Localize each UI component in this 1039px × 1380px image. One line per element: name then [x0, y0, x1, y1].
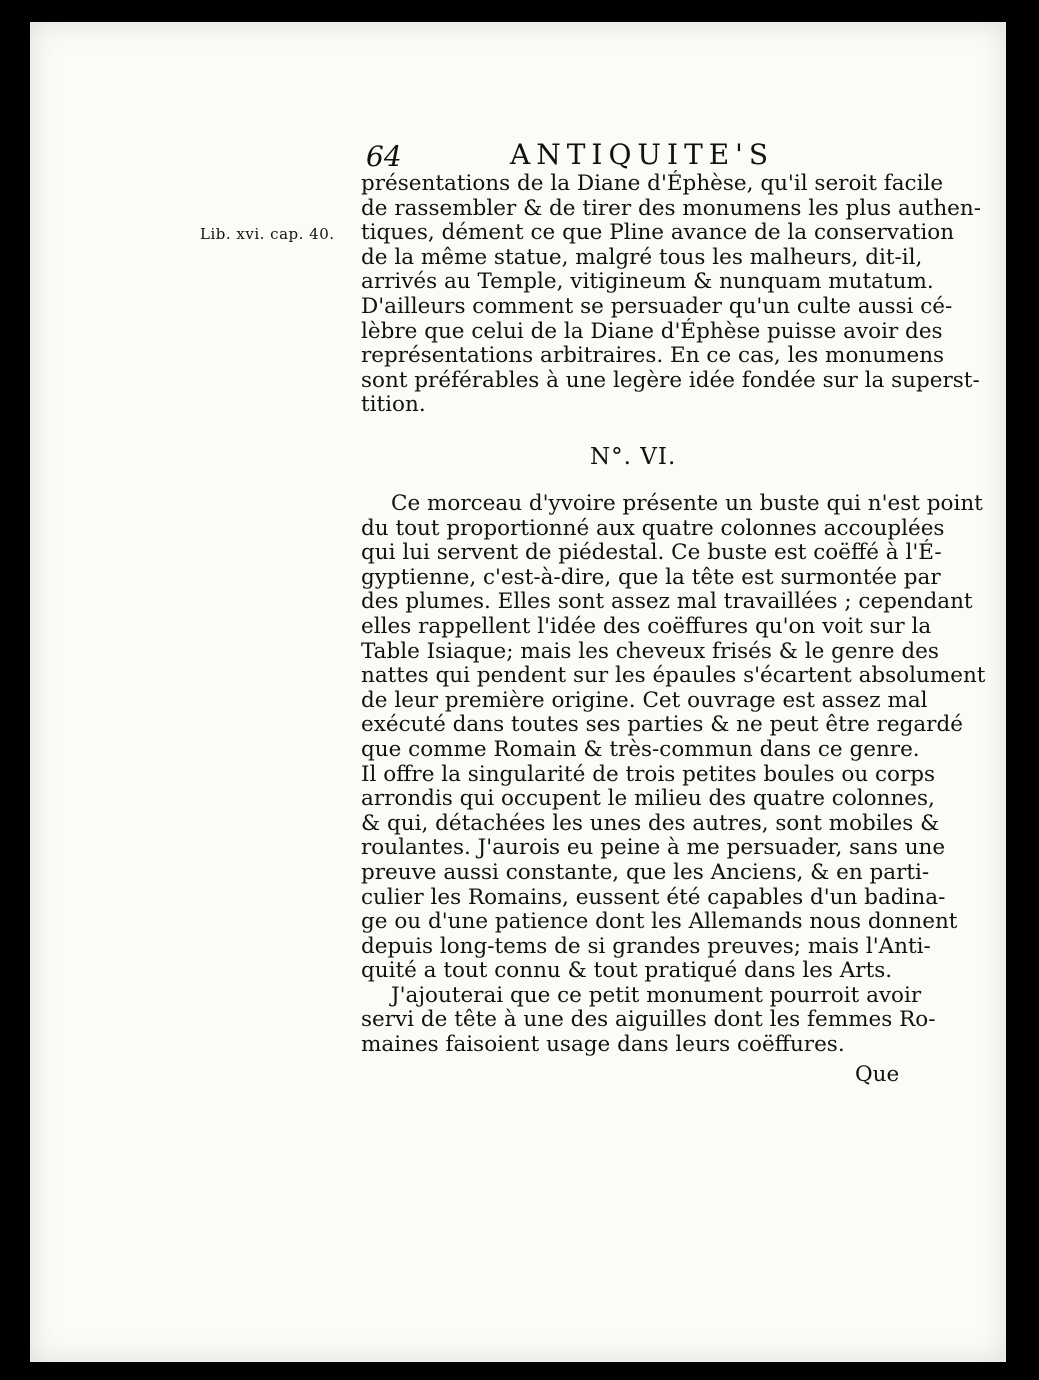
text-line: sont préférables à une legère idée fondée sur la superst-	[361, 367, 980, 393]
text-line: de la même statue, malgré tous les malheurs, dit-il,	[361, 244, 923, 270]
text-line: Il offre la singularité de trois petites boules ou corps	[361, 761, 936, 787]
text-line: J'ajouterai que ce petit monument pourroit avoir	[391, 982, 922, 1008]
text-line: arrondis qui occupent le milieu des quatre colonnes,	[361, 786, 935, 812]
text-line: que comme Romain & très-commun dans ce genre.	[361, 736, 920, 762]
text-line: preuve aussi constante, que les Anciens, & en parti-	[361, 859, 930, 885]
text-line: arrivés au Temple, vitigineum & nunquam mutatum.	[361, 269, 934, 295]
text-line: nattes qui pendent sur les épaules s'écartent absolument	[361, 663, 986, 689]
paragraph-2	[361, 491, 986, 1058]
text-line: gyptienne, c'est-à-dire, que la tête est surmontée par	[361, 564, 941, 590]
paragraph-1	[361, 171, 982, 418]
book-page	[30, 22, 1006, 1362]
running-title: ANTIQUITE'S	[510, 138, 775, 171]
text-line: du tout proportionné aux quatre colonnes accouplées	[361, 515, 945, 541]
text-line: représentations arbitraires. En ce cas, les monumens	[361, 343, 945, 369]
text-line: des plumes. Elles sont assez mal travaillées ; cependant	[361, 589, 973, 615]
text-line: depuis long-tems de si grandes preuves; mais l'Anti-	[361, 933, 931, 959]
text-line: roulantes. J'aurois eu peine à me persuader, sans une	[361, 835, 946, 861]
text-line: tiques, dément ce que Pline avance de la conservation	[361, 220, 955, 246]
text-line: de rassembler & de tirer des monumens les plus authen-	[361, 195, 982, 221]
text-line: D'ailleurs comment se persuader qu'un culte aussi cé-	[361, 293, 953, 319]
text-line: elles rappellent l'idée des coëffures qu'on voit sur la	[361, 613, 932, 639]
text-line: exécuté dans toutes ses parties & ne peut être regardé	[361, 712, 963, 738]
text-line: Table Isiaque; mais les cheveux frisés & le genre des	[361, 638, 939, 664]
text-line: de leur première origine. Cet ouvrage est assez mal	[361, 687, 928, 713]
text-line: ge ou d'une patience dont les Allemands nous donnent	[361, 909, 958, 935]
text-line: lèbre que celui de la Diane d'Éphèse puisse avoir des	[361, 318, 943, 344]
text-line: & qui, détachées les unes des autres, sont mobiles &	[361, 810, 940, 836]
text-line: quité a tout connu & tout pratiqué dans les Arts.	[361, 958, 893, 984]
text-line: présentations de la Diane d'Éphèse, qu'il seroit facile	[361, 171, 944, 196]
text-line: qui lui servent de piédestal. Ce buste est coëffé à l'É-	[361, 540, 942, 566]
margin-note: Lib. xvi. cap. 40.	[200, 225, 335, 243]
catchword: Que	[855, 1062, 900, 1087]
text-line: tition.	[361, 392, 426, 418]
text-line: Ce morceau d'yvoire présente un buste qui n'est point	[391, 491, 983, 516]
page-number: 64	[366, 140, 402, 173]
text-line: servi de tête à une des aiguilles dont les femmes Ro-	[361, 1007, 936, 1033]
text-line: culier les Romains, eussent été capables d'un badina-	[361, 884, 946, 910]
text-line: maines faisoient usage dans leurs coëffures.	[361, 1032, 845, 1058]
section-heading: N°. VI.	[590, 444, 677, 470]
